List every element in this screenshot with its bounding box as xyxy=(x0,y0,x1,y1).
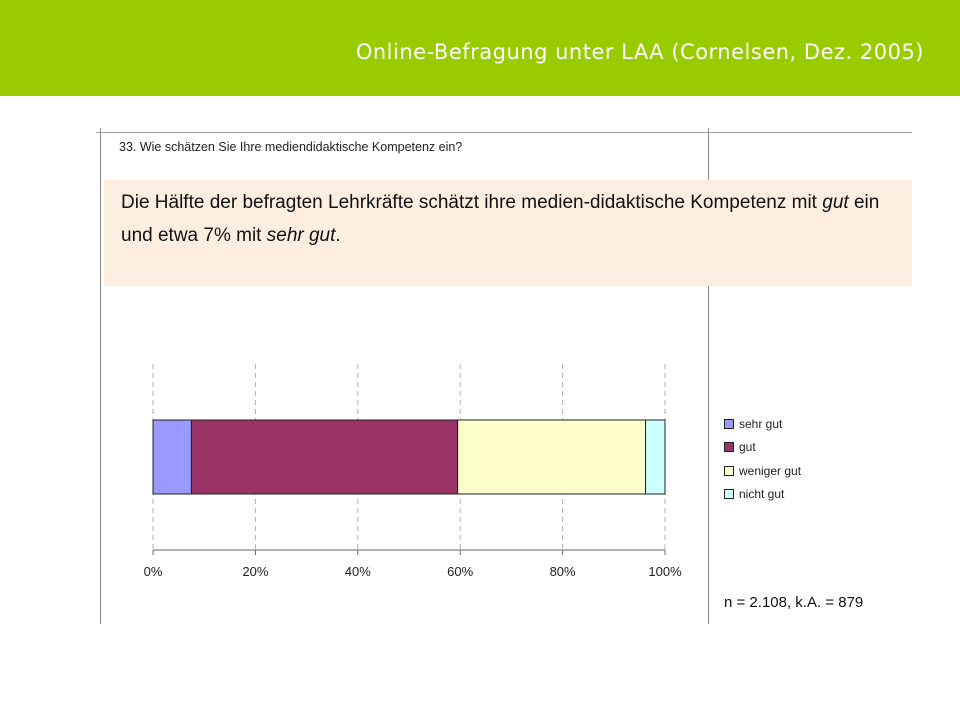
summary-text-emphasis-sehr-gut: sehr gut xyxy=(266,225,336,246)
x-tick-label: 20% xyxy=(242,564,269,579)
legend-label: weniger gut xyxy=(739,463,802,478)
bar-segment xyxy=(646,420,665,494)
summary-text-part3: . xyxy=(335,225,341,246)
sample-size-note: n = 2.108, k.A. = 879 xyxy=(724,594,864,611)
legend-swatch xyxy=(724,489,734,499)
legend-swatch xyxy=(724,419,734,429)
chart-legend xyxy=(724,412,801,506)
x-tick-label: 100% xyxy=(648,564,682,579)
legend-label: nicht gut xyxy=(739,487,785,502)
legend-item xyxy=(724,412,801,436)
bar-segment xyxy=(458,420,646,494)
legend-item xyxy=(724,436,801,460)
x-tick-label: 60% xyxy=(447,564,474,579)
x-tick-label: 0% xyxy=(143,564,163,579)
legend-swatch xyxy=(724,442,734,452)
bar-segment xyxy=(191,420,457,494)
summary-text-part2: ein und etwa 7% mit xyxy=(121,192,880,246)
legend-item xyxy=(724,483,801,507)
page-title: Online-Befragung unter LAA (Cornelsen, Dez. 2005) xyxy=(355,40,924,64)
bar-segment xyxy=(153,420,191,494)
x-tick-label: 80% xyxy=(549,564,576,579)
legend-item xyxy=(724,459,801,483)
legend-label: gut xyxy=(739,440,756,455)
survey-question: 33. Wie schätzen Sie Ihre mediendidaktische Kompetenz ein? xyxy=(119,140,463,154)
summary-text-part1: Die Hälfte der befragten Lehrkräfte schätzt ihre medien-didaktische Kompetenz mit xyxy=(121,192,823,213)
legend-swatch xyxy=(724,466,734,476)
summary-text-emphasis-gut: gut xyxy=(822,192,849,213)
x-tick-label: 40% xyxy=(344,564,371,579)
legend-label: sehr gut xyxy=(739,416,783,431)
